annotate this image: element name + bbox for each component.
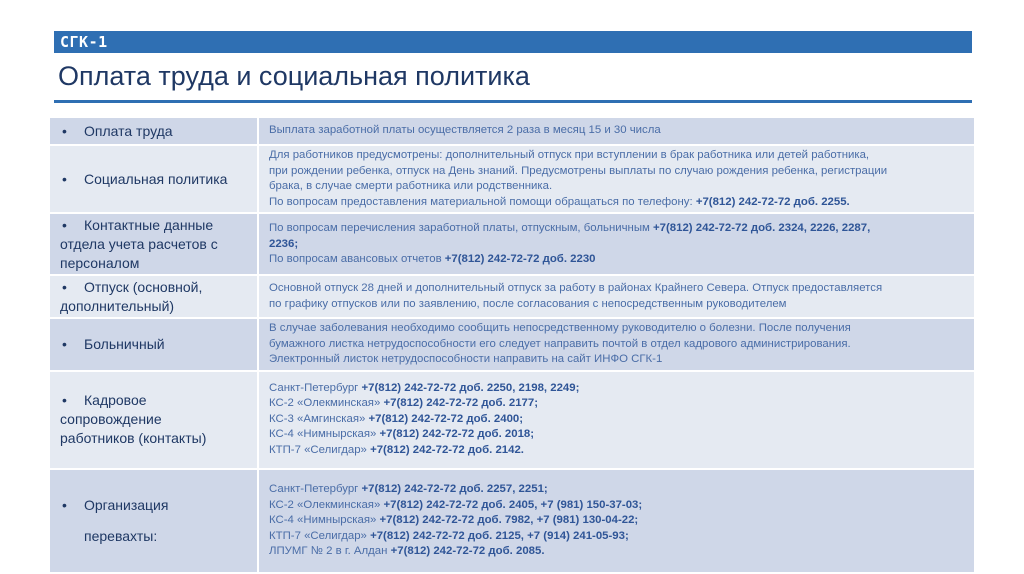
detail-line xyxy=(269,148,968,164)
row-topic xyxy=(50,117,258,145)
row-topic-text: • Больничный xyxy=(62,335,165,352)
phone-contact: +7(812) 242-72-72 доб. 2405, +7 (981) 150-37-03; xyxy=(383,498,643,511)
detail-text: По вопросам перечисления заработной платы, отпускным, больничным xyxy=(269,222,654,234)
detail-line xyxy=(269,482,968,498)
row-topic-text: • Отпуск (основной, xyxy=(62,278,203,295)
info-table xyxy=(50,116,974,572)
bullet-icon: • xyxy=(62,335,67,352)
detail-text: КТП-7 «Селигдар» xyxy=(269,443,371,456)
detail-line xyxy=(269,427,968,443)
detail-line xyxy=(269,179,968,195)
detail-line xyxy=(269,396,968,412)
company-label-bar xyxy=(54,31,972,53)
bullet-icon: • xyxy=(62,278,67,295)
title-divider xyxy=(54,100,972,103)
row-topic-text: • Социальная политика xyxy=(62,170,228,187)
detail-line xyxy=(269,297,968,313)
detail-text: по графику отпусков или по заявлению, после согласования с непосредственным руководителем xyxy=(269,297,787,310)
row-topic-text: перевахты: xyxy=(84,527,158,544)
detail-line xyxy=(269,123,968,139)
bullet-icon: • xyxy=(62,170,67,187)
row-topic-text: • Оплата труда xyxy=(62,122,173,139)
phone-contact: +7(812) 242-72-72 доб. 2230 xyxy=(444,253,596,265)
detail-text: Выплата заработной платы осуществляется 2 раза в месяц 15 и 30 числа xyxy=(269,124,661,137)
detail-text: Санкт-Петербург xyxy=(269,483,362,496)
detail-line xyxy=(269,412,968,428)
phone-contact: +7(812) 242-72-72 доб. 2257, 2251; xyxy=(361,483,548,496)
detail-line xyxy=(269,237,968,253)
bullet-icon: • xyxy=(62,216,67,233)
phone-contact: +7(812) 242-72-72 доб. 2085. xyxy=(390,545,545,558)
row-topic-text: • Организация xyxy=(62,496,169,513)
detail-text: при рождении ребенка, отпуск на День знаний. Предусмотрены выплаты по случаю рождения ребенка, регистрации xyxy=(269,164,888,177)
row-topic xyxy=(50,318,258,370)
row-details xyxy=(258,213,974,275)
phone-contact: 2236; xyxy=(269,237,299,250)
detail-text: бумажного листка нетрудоспособности его следует направить почтой в отдел кадрового администрирования. xyxy=(269,337,851,350)
detail-line xyxy=(269,443,968,459)
detail-line xyxy=(269,281,968,297)
row-details xyxy=(258,275,974,318)
row-topic xyxy=(50,469,258,572)
detail-text: Основной отпуск 28 дней и дополнительный отпуск за работу в районах Крайнего Севера. Отпуск предоставляется xyxy=(269,282,883,295)
detail-text: КС-2 «Олекминская» xyxy=(269,397,384,410)
row-topic xyxy=(50,213,258,275)
bullet-icon: • xyxy=(62,496,67,513)
table-row xyxy=(50,275,974,318)
phone-contact: +7(812) 242-72-72 доб. 2142. xyxy=(370,443,524,456)
row-topic-text: • Контактные данные xyxy=(62,216,214,233)
row-details xyxy=(258,145,974,213)
detail-line xyxy=(269,195,968,211)
row-details xyxy=(258,117,974,145)
detail-text: По вопросам авансовых отчетов xyxy=(269,253,445,265)
detail-line xyxy=(269,352,968,368)
page-title: Оплата труда и социальная политика xyxy=(58,61,530,91)
row-topic-text: работников (контакты) xyxy=(60,430,207,447)
row-details xyxy=(258,469,974,572)
detail-text: Электронный листок нетрудоспособности направить на сайт ИНФО СГК-1 xyxy=(269,353,663,366)
row-details xyxy=(258,318,974,370)
bullet-icon: • xyxy=(62,392,67,409)
detail-text: По вопросам предоставления материальной помощи обращаться по телефону: xyxy=(269,195,696,208)
detail-line xyxy=(269,321,968,337)
detail-line xyxy=(269,252,968,268)
phone-contact: +7(812) 242-72-72 доб. 2125, +7 (914) 241-05-93; xyxy=(370,529,629,542)
detail-text: КС-3 «Амгинская» xyxy=(269,412,369,425)
detail-line xyxy=(269,337,968,353)
detail-text: ЛПУМГ № 2 в г. Алдан xyxy=(269,545,391,558)
table-row xyxy=(50,371,974,469)
detail-line xyxy=(269,544,968,560)
detail-line xyxy=(269,513,968,529)
row-topic-text: дополнительный) xyxy=(60,297,175,314)
row-topic xyxy=(50,275,258,318)
detail-text: В случае заболевания необходимо сообщить непосредственному руководителю о болезни. После получения xyxy=(269,322,851,335)
detail-text: КС-4 «Нимнырская» xyxy=(269,514,380,527)
phone-contact: +7(812) 242-72-72 доб. 2177; xyxy=(383,397,539,410)
table-row xyxy=(50,318,974,370)
detail-line xyxy=(269,381,968,397)
phone-contact: +7(812) 242-72-72 доб. 2255. xyxy=(695,195,850,208)
row-topic-text: персоналом xyxy=(60,254,140,271)
company-label: СГК-1 xyxy=(60,33,108,51)
bullet-icon: • xyxy=(62,122,67,139)
detail-text: КТП-7 «Селигдар» xyxy=(269,529,371,542)
detail-line xyxy=(269,498,968,514)
row-topic-text: сопровождение xyxy=(60,411,162,428)
detail-text: брака, в случае смерти работника или родственника. xyxy=(269,180,553,193)
table-row xyxy=(50,117,974,145)
row-topic xyxy=(50,145,258,213)
detail-line xyxy=(269,529,968,545)
row-details xyxy=(258,371,974,469)
row-topic-text: отдела учета расчетов с xyxy=(60,235,218,252)
phone-contact: +7(812) 242-72-72 доб. 2400; xyxy=(368,412,524,425)
phone-contact: +7(812) 242-72-72 доб. 7982, +7 (981) 130-04-22; xyxy=(379,514,639,527)
detail-text: КС-4 «Нимнырская» xyxy=(269,428,380,441)
detail-text: КС-2 «Олекминская» xyxy=(269,498,384,511)
detail-text: Санкт-Петербург xyxy=(269,381,362,394)
phone-contact: +7(812) 242-72-72 доб. 2018; xyxy=(379,428,535,441)
table-row xyxy=(50,145,974,213)
table-row xyxy=(50,469,974,572)
table-row xyxy=(50,213,974,275)
row-topic xyxy=(50,371,258,469)
detail-line xyxy=(269,221,968,237)
detail-text: Для работников предусмотрены: дополнительный отпуск при вступлении в брак работника или детей работника, xyxy=(269,149,870,162)
phone-contact: +7(812) 242-72-72 доб. 2324, 2226, 2287, xyxy=(653,222,871,234)
detail-line xyxy=(269,164,968,180)
row-topic-text: • Кадровое xyxy=(62,392,147,409)
phone-contact: +7(812) 242-72-72 доб. 2250, 2198, 2249; xyxy=(361,381,580,394)
